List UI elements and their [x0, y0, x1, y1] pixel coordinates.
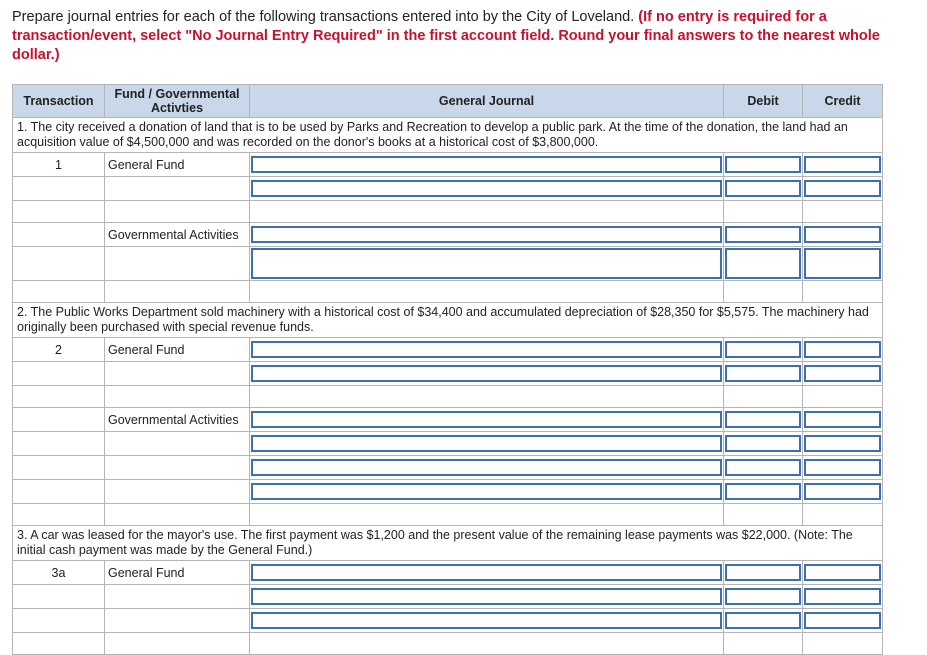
transaction-2-description: 2. The Public Works Department sold machinery with a historical cost of $34,400 and accumulated depreciation of $28,350 for $5,575. The machinery had originally been purchased with special revenue funds.	[13, 303, 883, 338]
description-row-1	[13, 118, 883, 153]
entry-row	[13, 609, 883, 633]
account-input[interactable]	[251, 365, 722, 382]
entry-row	[13, 247, 883, 281]
credit-input[interactable]	[804, 588, 881, 605]
activities-label: Governmental Activities	[105, 223, 250, 247]
activities-label: Governmental Activities	[105, 408, 250, 432]
credit-input[interactable]	[804, 459, 881, 476]
credit-input[interactable]	[804, 341, 881, 358]
entry-row	[13, 223, 883, 247]
credit-input[interactable]	[804, 226, 881, 243]
credit-input[interactable]	[804, 156, 881, 173]
instructions	[12, 8, 917, 65]
header-credit: Credit	[803, 85, 883, 118]
instructions-lead: Prepare journal entries for each of the following transactions entered into by the City of Loveland.	[12, 9, 635, 25]
debit-input[interactable]	[725, 588, 801, 605]
header-general-journal: General Journal	[250, 85, 724, 118]
account-input[interactable]	[251, 411, 722, 428]
entry-row	[13, 362, 883, 386]
transaction-number: 2	[13, 338, 105, 362]
fund-label: General Fund	[105, 561, 250, 585]
account-input[interactable]	[251, 612, 722, 629]
fund-label: General Fund	[105, 338, 250, 362]
debit-input[interactable]	[725, 365, 801, 382]
debit-input[interactable]	[725, 435, 801, 452]
account-input[interactable]	[251, 564, 722, 581]
entry-row	[13, 432, 883, 456]
blank-row	[13, 504, 883, 526]
header-fund: Fund / Governmental Activties	[105, 85, 250, 118]
debit-input[interactable]	[725, 341, 801, 358]
description-row-3	[13, 526, 883, 561]
header-row	[13, 85, 883, 118]
credit-input[interactable]	[804, 612, 881, 629]
fund-label: General Fund	[105, 153, 250, 177]
credit-input[interactable]	[804, 248, 881, 279]
account-input[interactable]	[251, 483, 722, 500]
entry-row	[13, 153, 883, 177]
debit-input[interactable]	[725, 156, 801, 173]
account-input[interactable]	[251, 156, 722, 173]
entry-row	[13, 456, 883, 480]
credit-input[interactable]	[804, 180, 881, 197]
entry-row	[13, 480, 883, 504]
debit-input[interactable]	[725, 483, 801, 500]
blank-row	[13, 633, 883, 655]
credit-input[interactable]	[804, 365, 881, 382]
credit-input[interactable]	[804, 435, 881, 452]
entry-row	[13, 177, 883, 201]
entry-row	[13, 561, 883, 585]
transaction-number: 1	[13, 153, 105, 177]
debit-input[interactable]	[725, 226, 801, 243]
transaction-1-description: 1. The city received a donation of land that is to be used by Parks and Recreation to develop a public park. At the time of the donation, the land had an acquisition value of $4,500,000 and was recorded on the donor's books at a historical cost of $3,800,000.	[13, 118, 883, 153]
blank-row	[13, 386, 883, 408]
account-input[interactable]	[251, 226, 722, 243]
header-debit: Debit	[724, 85, 803, 118]
entry-row	[13, 408, 883, 432]
blank-row	[13, 201, 883, 223]
account-input[interactable]	[251, 248, 722, 279]
journal-table	[12, 84, 883, 655]
debit-input[interactable]	[725, 564, 801, 581]
credit-input[interactable]	[804, 483, 881, 500]
entry-row	[13, 338, 883, 362]
credit-input[interactable]	[804, 411, 881, 428]
transaction-number: 3a	[13, 561, 105, 585]
debit-input[interactable]	[725, 411, 801, 428]
header-transaction: Transaction	[13, 85, 105, 118]
debit-input[interactable]	[725, 180, 801, 197]
account-input[interactable]	[251, 588, 722, 605]
credit-input[interactable]	[804, 564, 881, 581]
account-input[interactable]	[251, 459, 722, 476]
debit-input[interactable]	[725, 248, 801, 279]
blank-row	[13, 281, 883, 303]
description-row-2	[13, 303, 883, 338]
account-input[interactable]	[251, 435, 722, 452]
transaction-3-description: 3. A car was leased for the mayor's use. The first payment was $1,200 and the present value of the remaining lease payments was $22,000. (Note: The initial cash payment was made by the General Fund.)	[13, 526, 883, 561]
debit-input[interactable]	[725, 459, 801, 476]
account-input[interactable]	[251, 180, 722, 197]
entry-row	[13, 585, 883, 609]
instructions-emphasis: (If no entry is required for a transaction/event, select "No Journal Entry Required" in the first account field. Round your final answers to the nearest whole dollar.)	[12, 9, 880, 63]
account-input[interactable]	[251, 341, 722, 358]
debit-input[interactable]	[725, 612, 801, 629]
